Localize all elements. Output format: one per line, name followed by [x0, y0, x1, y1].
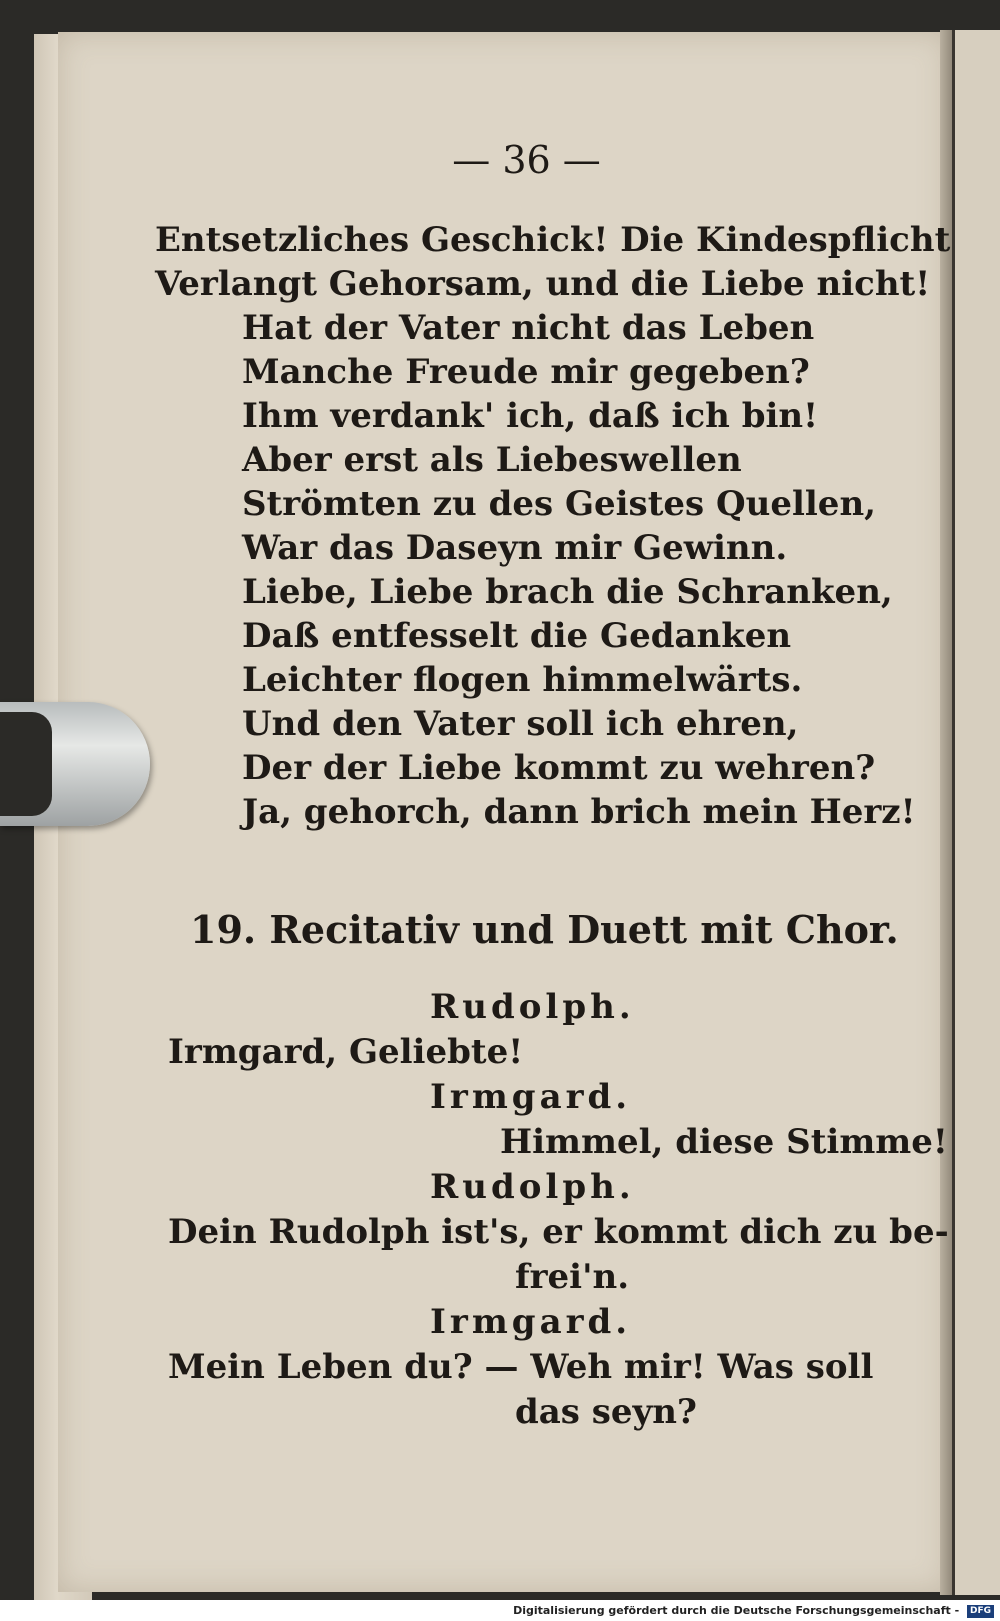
- poem-line: Liebe, Liebe brach die Schranken,: [242, 572, 893, 612]
- dialogue-line: Irmgard, Geliebte!: [168, 1032, 524, 1072]
- poem-line: Hat der Vater nicht das Leben: [242, 308, 815, 348]
- poem-line: Daß entfesselt die Gedanken: [242, 616, 792, 656]
- clip-shadow: [0, 712, 52, 816]
- dialogue-line: frei'n.: [515, 1257, 630, 1297]
- poem-line: Verlangt Gehorsam, und die Liebe nicht!: [155, 264, 931, 304]
- dfg-logo: DFG: [967, 1605, 994, 1618]
- digitization-footer: [0, 1600, 1000, 1621]
- dialogue-line: das seyn?: [515, 1392, 697, 1432]
- dialogue-line: Mein Leben du? — Weh mir! Was soll: [168, 1347, 874, 1387]
- poem-line: Leichter flogen himmelwärts.: [242, 660, 803, 700]
- speaker-name: Rudolph.: [430, 987, 635, 1027]
- speaker-name: Irmgard.: [430, 1077, 632, 1117]
- footer-credit: Digitalisierung gefördert durch die Deutsche Forschungsgemeinschaft -: [513, 1604, 960, 1617]
- speaker-name: Irmgard.: [430, 1302, 632, 1342]
- poem-line: Ihm verdank' ich, daß ich bin!: [242, 396, 819, 436]
- poem-line: Aber erst als Liebeswellen: [242, 440, 742, 480]
- dialogue-line: Dein Rudolph ist's, er kommt dich zu be-: [168, 1212, 949, 1252]
- poem-line: Und den Vater soll ich ehren,: [242, 704, 799, 744]
- dialogue-line: Himmel, diese Stimme!: [500, 1122, 948, 1162]
- speaker-name: Rudolph.: [430, 1167, 635, 1207]
- poem-line: Der der Liebe kommt zu wehren?: [242, 748, 876, 788]
- poem-line: War das Daseyn mir Gewinn.: [242, 528, 788, 568]
- poem-line: Strömten zu des Geistes Quellen,: [242, 484, 876, 524]
- facing-page-edge: [952, 30, 1000, 1595]
- section-heading: 19. Recitativ und Duett mit Chor.: [190, 907, 899, 952]
- poem-line: Manche Freude mir gegeben?: [242, 352, 810, 392]
- poem-line: Ja, gehorch, dann brich mein Herz!: [242, 792, 916, 832]
- page-number: — 36 —: [452, 138, 601, 182]
- poem-line: Entsetzliches Geschick! Die Kindespflicht: [155, 220, 951, 260]
